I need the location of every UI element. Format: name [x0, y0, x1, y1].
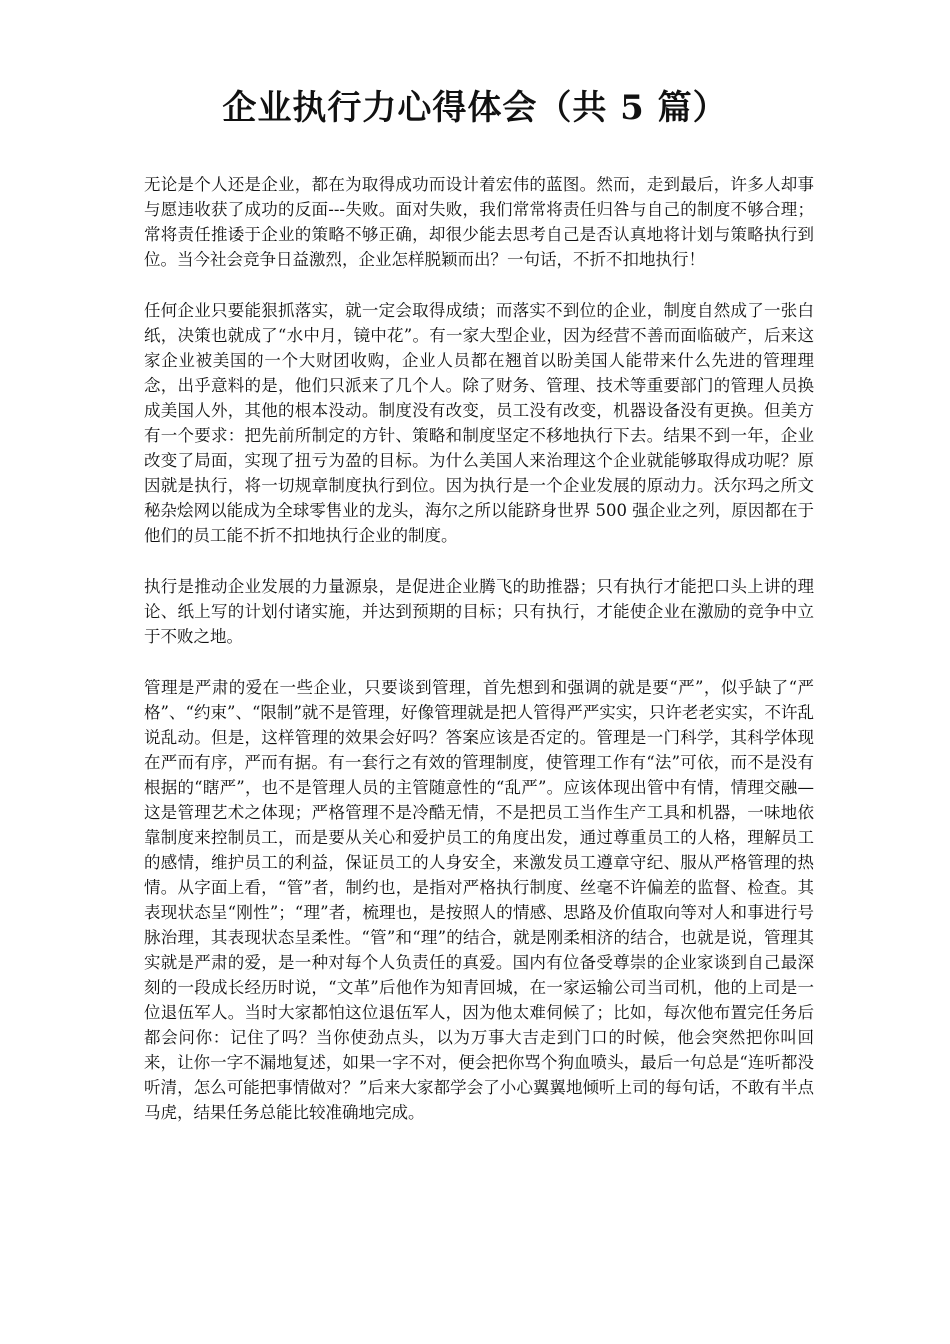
document-title: 企业执行力心得体会（共 5 篇） [222, 88, 728, 128]
paragraph-intro: 无论是个人还是企业，都在为取得成功而设计着宏伟的蓝图。然而，走到最后，许多人却事与愿违收获了成功的反面---失败。面对失败，我们常常将责任归咎与自己的制度不够合理；常将责任推诿于企业的策略不够正确，却很少能去思考自己是否认真地将计划与策略执行到位。当今社会竞争日益激烈，企业怎样脱颖而出？一句话，不折不扣地执行！ [144, 175, 814, 269]
paragraph-implementation-case: 任何企业只要能狠抓落实，就一定会取得成绩；而落实不到位的企业，制度自然成了一张白纸，决策也就成了“水中月，镜中花”。有一家大型企业，因为经营不善而面临破产，后来这家企业被美国的一个大财团收购，企业人员都在翘首以盼美国人能带来什么先进的管理理念，出乎意料的是，他们只派来了几个人。除了财务、管理、技术等重要部门的管理人员换成美国人外，其他的根本没动。制度没有改变，员工没有改变，机器设备没有更换。但美方有一个要求：把先前所制定的方针、策略和制度坚定不移地执行下去。结果不到一年，企业改变了局面，实现了扭亏为盈的目标。为什么美国人来治理这个企业就能够取得成功呢？原因就是执行，将一切规章制度执行到位。因为执行是一个企业发展的原动力。沃尔玛之所文秘杂烩网以能成为全球零售业的龙头，海尔之所以能跻身世界 500 强企业之列，原因都在于他们的员工能不折不扣地执行企业的制度。 [144, 301, 814, 545]
document-body [144, 172, 814, 1151]
paragraph-management-love: 管理是严肃的爱在一些企业，只要谈到管理，首先想到和强调的就是要“严”，似乎缺了“严格”、“约束”、“限制”就不是管理，好像管理就是把人管得严严实实，只许老老实实，不许乱说乱动。但是，这样管理的效果会好吗？答案应该是否定的。管理是一门科学，其科学体现在严而有序，严而有据。有一套行之有效的管理制度，使管理工作有“法”可依，而不是没有根据的“瞎严”，也不是管理人员的主管随意性的“乱严”。应该体现出管中有情，情理交融—这是管理艺术之体现；严格管理不是冷酷无情，不是把员工当作生产工具和机器，一味地依靠制度来控制员工，而是要从关心和爱护员工的角度出发，通过尊重员工的人格，理解员工的感情，维护员工的利益，保证员工的人身安全，来激发员工遵章守纪、服从严格管理的热情。从字面上看，“管”者，制约也，是指对严格执行制度、丝毫不许偏差的监督、检查。其表现状态呈“刚性”；“理”者，梳理也，是按照人的情感、思路及价值取向等对人和事进行号脉治理，其表现状态呈柔性。“管”和“理”的结合，就是刚柔相济的结合，也就是说，管理其实就是严肃的爱，是一种对每个人负责任的真爱。国内有位备受尊崇的企业家谈到自己最深刻的一段成长经历时说，“文革”后他作为知青回城，在一家运输公司当司机，他的上司是一位退伍军人。当时大家都怕这位退伍军人，因为他太难伺候了；比如，每次他布置完任务后都会问你：记住了吗？当你使劲点头，以为万事大吉走到门口的时候，他会突然把你叫回来，让你一字不漏地复述，如果一字不对，便会把你骂个狗血喷头，最后一句总是“连听都没听清，怎么可能把事情做对？”后来大家都学会了小心翼翼地倾听上司的每句话，不敢有半点马虎，结果任务总能比较准确地完成。 [144, 678, 814, 1122]
paragraph-execution-power: 执行是推动企业发展的力量源泉，是促进企业腾飞的助推器；只有执行才能把口头上讲的理论、纸上写的计划付诸实施，并达到预期的目标；只有执行，才能使企业在激励的竞争中立于不败之地。 [144, 577, 814, 646]
